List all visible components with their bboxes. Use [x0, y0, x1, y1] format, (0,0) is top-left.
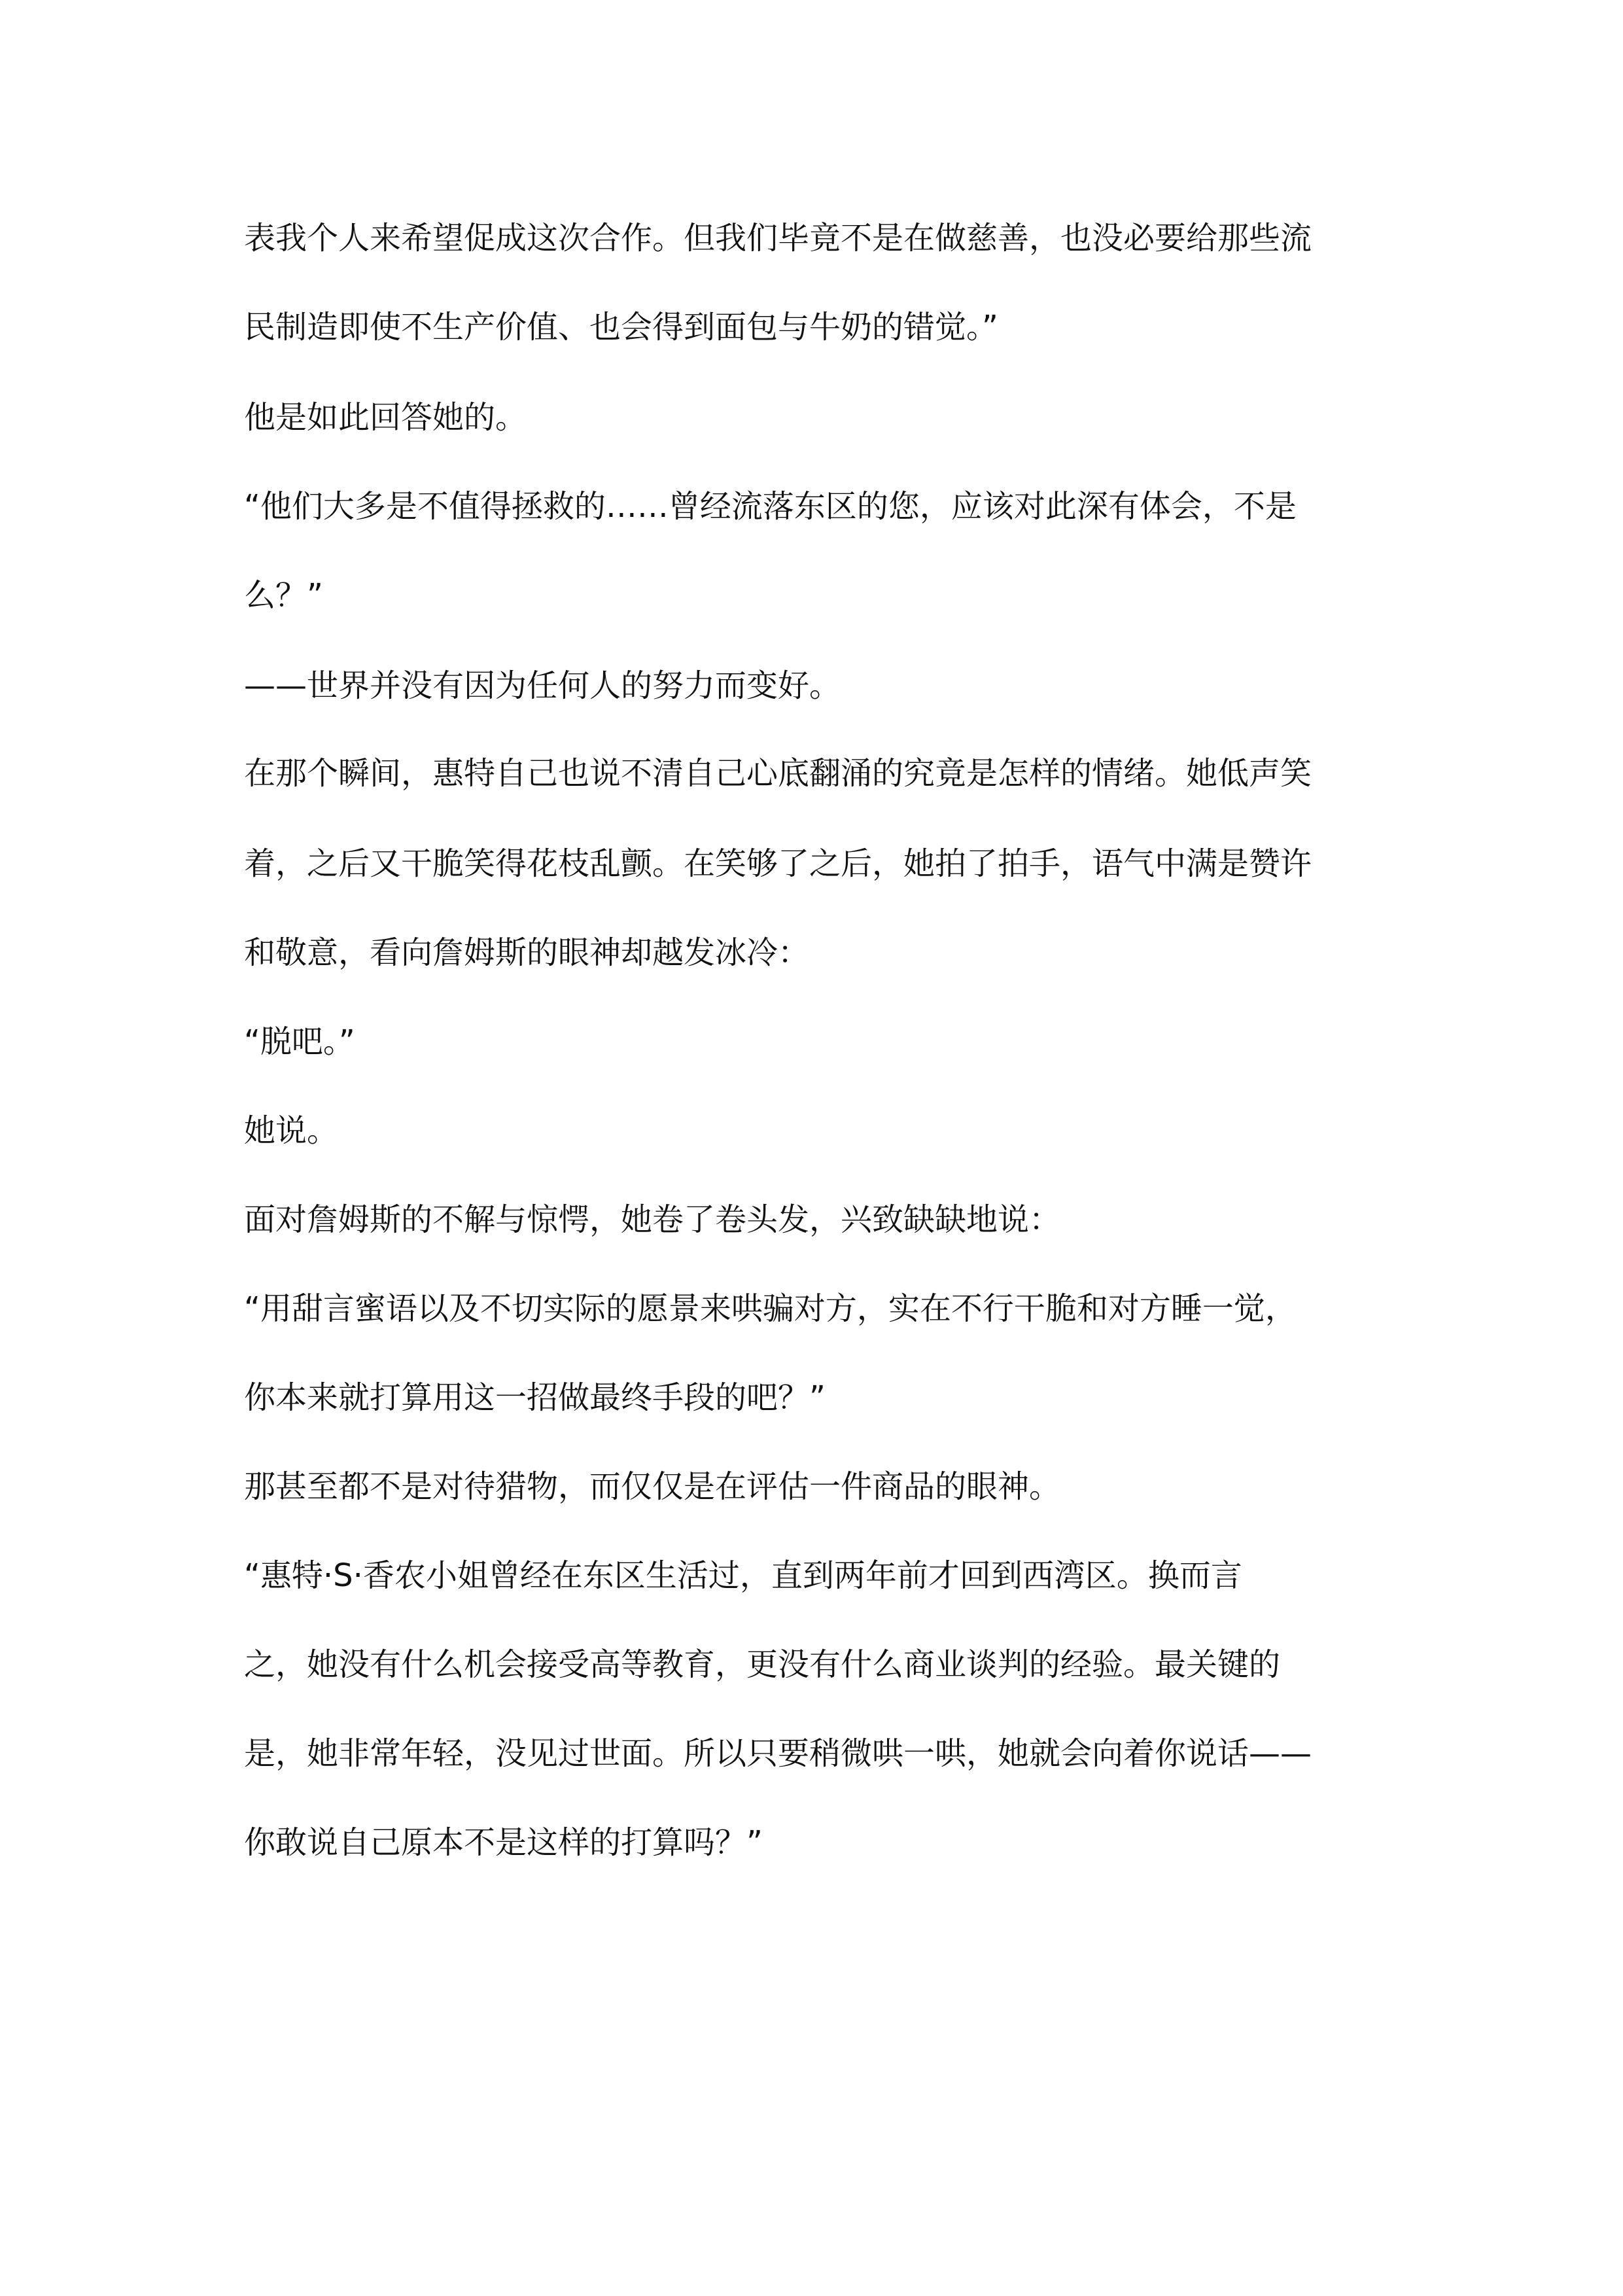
text-line: 你敢说自己原本不是这样的打算吗？” — [244, 1824, 763, 1861]
text-line: 那甚至都不是对待猎物，而仅仅是在评估一件商品的眼神。 — [244, 1468, 1061, 1505]
text-line: 之，她没有什么机会接受高等教育，更没有什么商业谈判的经验。最关键的 — [244, 1646, 1281, 1683]
text-line: ——世界并没有因为任何人的努力而变好。 — [244, 667, 841, 704]
text-line: “脱吧。” — [244, 1023, 355, 1060]
text-line: 他是如此回答她的。 — [244, 399, 527, 436]
text-line: 表我个人来希望促成这次合作。但我们毕竟不是在做慈善，也没必要给那些流 — [244, 220, 1312, 256]
text-line: 面对詹姆斯的不解与惊愕，她卷了卷头发，兴致缺缺地说： — [244, 1201, 1061, 1238]
text-line: 是，她非常年轻，没见过世面。所以只要稍微哄一哄，她就会向着你说话—— — [244, 1735, 1312, 1772]
text-line: “惠特·S·香农小姐曾经在东区生活过，直到两年前才回到西湾区。换而言 — [244, 1557, 1242, 1594]
text-line: “他们大多是不值得拯救的……曾经流落东区的您，应该对此深有体会，不是 — [244, 488, 1297, 525]
text-line: “用甜言蜜语以及不切实际的愿景来哄骗对方，实在不行干脆和对方睡一觉， — [244, 1290, 1297, 1327]
text-line: 和敬意，看向詹姆斯的眼神却越发冰冷： — [244, 934, 810, 971]
text-line: 你本来就打算用这一招做最终手段的吧？” — [244, 1379, 826, 1416]
text-line: 她说。 — [244, 1112, 339, 1149]
text-line: 在那个瞬间，惠特自己也说不清自己心底翻涌的究竟是怎样的情绪。她低声笑 — [244, 755, 1312, 792]
text-line: 么？” — [244, 577, 323, 614]
text-line: 民制造即使不生产价值、也会得到面包与牛奶的错觉。” — [244, 309, 998, 345]
text-line: 着，之后又干脆笑得花枝乱颤。在笑够了之后，她拍了拍手，语气中满是赞许 — [244, 845, 1312, 882]
